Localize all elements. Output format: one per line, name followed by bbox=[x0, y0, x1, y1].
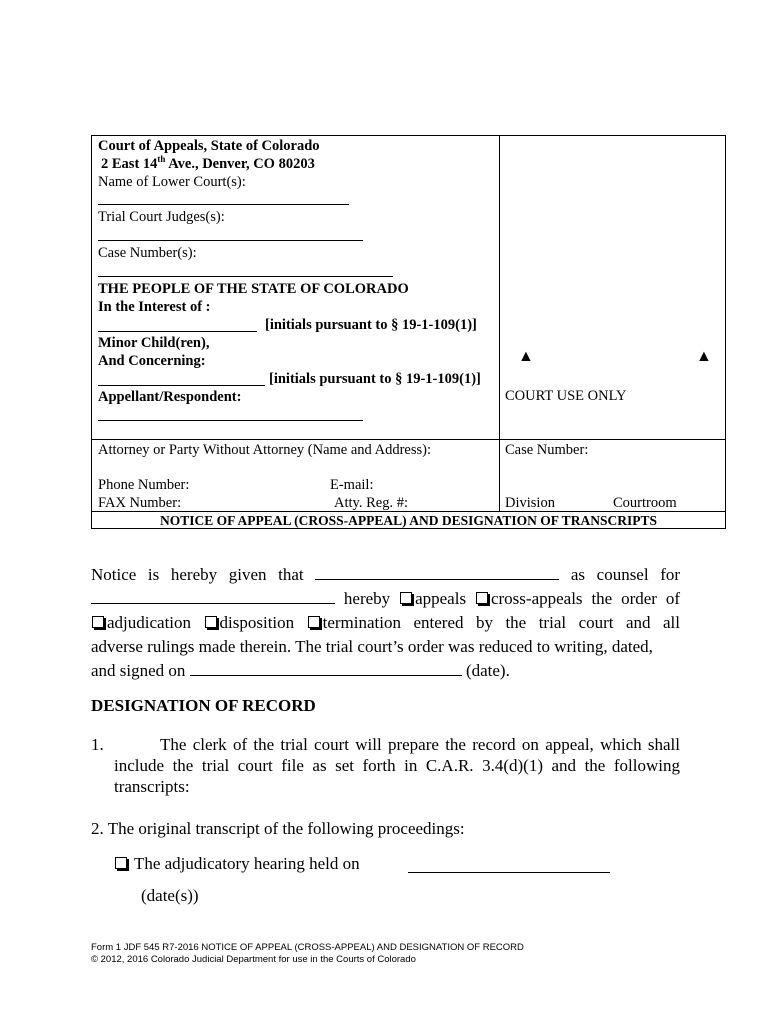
appellant-line: Appellant/Respondent: bbox=[98, 389, 242, 405]
concerning-line: And Concerning: bbox=[98, 353, 206, 369]
adjudication-checkbox[interactable] bbox=[92, 616, 104, 628]
initials-note-1: [initials pursuant to § 19-1-109(1)] bbox=[265, 317, 477, 333]
item-2-text: 2. The original transcript of the following proceedings: bbox=[91, 819, 465, 838]
fax-label: FAX Number: bbox=[98, 495, 182, 511]
termination-checkbox[interactable] bbox=[308, 616, 320, 628]
up-arrow-left-icon: ▲ bbox=[518, 348, 534, 365]
notice-line-2: hereby appeals cross-appeals the order of bbox=[91, 587, 680, 611]
footer-form-line: Form 1 JDF 545 R7-2016 NOTICE OF APPEAL (CROSS-APPEAL) AND DESIGNATION OF RECORD bbox=[91, 942, 524, 953]
item-1-line-2: include the trial court file as set forth in C.A.R. 3.4(d)(1) and the following bbox=[114, 756, 680, 775]
notice-line-1: Notice is hereby given that as counsel for bbox=[91, 565, 681, 584]
up-arrow-right-icon: ▲ bbox=[696, 348, 712, 365]
appeals-checkbox[interactable] bbox=[400, 592, 412, 604]
division-label: Division bbox=[505, 495, 555, 511]
case-numbers-label: Case Number(s): bbox=[98, 245, 197, 261]
case-numbers-input-line[interactable] bbox=[98, 276, 393, 277]
item-1-number: 1. bbox=[91, 735, 104, 754]
hearing-date-blank[interactable] bbox=[408, 872, 610, 873]
people-line: THE PEOPLE OF THE STATE OF COLORADO bbox=[98, 281, 409, 297]
courtroom-label: Courtroom bbox=[613, 495, 677, 511]
party-initials-input-line[interactable] bbox=[98, 385, 265, 386]
disposition-checkbox[interactable] bbox=[205, 616, 217, 628]
signed-date-blank[interactable] bbox=[190, 661, 462, 676]
phone-label: Phone Number: bbox=[98, 477, 190, 493]
dates-label: (date(s)) bbox=[141, 886, 199, 905]
court-address: 2 East 14th Ave., Denver, CO 80203 bbox=[101, 154, 315, 172]
interest-line: In the Interest of : bbox=[98, 299, 211, 315]
lower-court-label: Name of Lower Court(s): bbox=[98, 174, 246, 190]
notice-line-3: adjudication disposition termination entered by the trial court and all bbox=[91, 611, 680, 635]
appellee-input-line[interactable] bbox=[98, 420, 363, 421]
atty-reg-label: Atty. Reg. #: bbox=[334, 495, 408, 511]
minor-line: Minor Child(ren), bbox=[98, 335, 210, 351]
hearing-item: The adjudicatory hearing held on bbox=[114, 852, 360, 876]
counsel-name-blank[interactable] bbox=[315, 565, 559, 580]
court-name: Court of Appeals, State of Colorado bbox=[98, 138, 320, 154]
trial-judges-label: Trial Court Judges(s): bbox=[98, 209, 225, 225]
court-use-only-label: COURT USE ONLY bbox=[505, 388, 627, 404]
trial-judges-input-line[interactable] bbox=[98, 240, 363, 241]
caption-row-divider bbox=[92, 439, 725, 440]
form-title: NOTICE OF APPEAL (CROSS-APPEAL) AND DESIGNATION OF TRANSCRIPTS bbox=[160, 513, 657, 528]
designation-heading: DESIGNATION OF RECORD bbox=[91, 696, 316, 715]
item-1-line-3: transcripts: bbox=[114, 777, 190, 796]
case-number-label: Case Number: bbox=[505, 442, 589, 458]
notice-line-4: adverse rulings made therein. The trial court’s order was reduced to writing, dated, bbox=[91, 637, 653, 656]
notice-line-5: and signed on (date). bbox=[91, 661, 510, 680]
attorney-label: Attorney or Party Without Attorney (Name and Address): bbox=[98, 442, 431, 458]
caption-column-divider bbox=[499, 136, 500, 511]
item-1-line-1: The clerk of the trial court will prepare the record on appeal, which shall bbox=[160, 735, 680, 754]
lower-court-input-line[interactable] bbox=[98, 204, 349, 205]
initials-note-2: [initials pursuant to § 19-1-109(1)] bbox=[269, 371, 481, 387]
footer-copyright: © 2012, 2016 Colorado Judicial Department for use in the Courts of Colorado bbox=[91, 954, 416, 965]
cross-appeals-checkbox[interactable] bbox=[476, 592, 488, 604]
caption-table bbox=[91, 135, 726, 529]
party-name-blank[interactable] bbox=[91, 589, 335, 604]
email-label: E-mail: bbox=[330, 477, 374, 493]
child-initials-input-line[interactable] bbox=[98, 331, 257, 332]
adjudicatory-hearing-checkbox[interactable] bbox=[115, 857, 127, 869]
